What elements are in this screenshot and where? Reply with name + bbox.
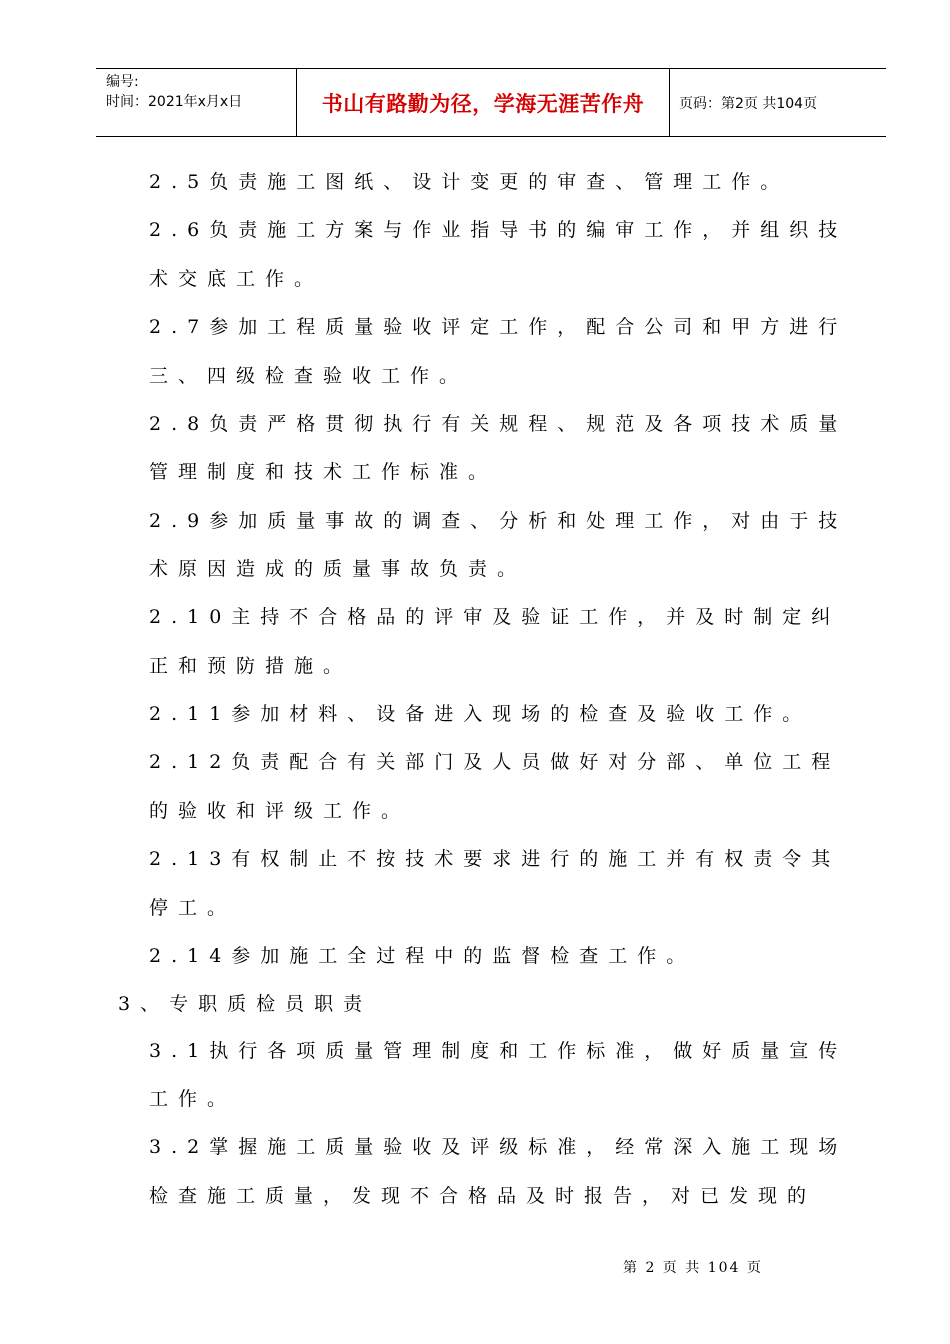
- document-code-label: 编号:: [106, 74, 139, 90]
- body-line: 2.6负责施工方案与作业指导书的编审工作，并组织技: [149, 219, 848, 241]
- body-line: 3.1执行各项质量管理制度和工作标准，做好质量宣传: [149, 1040, 848, 1062]
- body-line: 2.11参加材料、设备进入现场的检查及验收工作。: [149, 703, 812, 725]
- body-line: 2.14参加施工全过程中的监督检查工作。: [149, 945, 696, 967]
- body-line: 2.7参加工程质量验收评定工作，配合公司和甲方进行: [149, 316, 848, 338]
- header-motto: 书山有路勤为径，学海无涯苦作舟: [321, 91, 645, 116]
- body-line: 的验收和评级工作。: [149, 800, 411, 822]
- header-page-cell: [669, 69, 886, 136]
- body-line: 3.2掌握施工质量验收及评级标准，经常深入施工现场: [149, 1136, 848, 1158]
- body-line: 检查施工质量，发现不合格品及时报告，对已发现的: [149, 1185, 817, 1207]
- header-meta-cell: [96, 69, 296, 136]
- document-time-label: 时间：2021年x月x日: [106, 94, 243, 110]
- body-line: 2.9参加质量事故的调查、分析和处理工作，对由于技: [149, 510, 848, 532]
- section-heading: 3、专职质检员职责: [118, 993, 373, 1015]
- body-line: 术交底工作。: [149, 268, 324, 290]
- body-line: 2.13有权制止不按技术要求进行的施工并有权责令其: [149, 848, 841, 870]
- body-line: 三、四级检查验收工作。: [149, 365, 469, 387]
- body-line: 停工。: [149, 897, 237, 919]
- body-line: 2.10主持不合格品的评审及验证工作，并及时制定纠: [149, 606, 841, 628]
- header-page-info: 页码：第2页 共104页: [679, 95, 818, 112]
- body-line: 2.5负责施工图纸、设计变更的审查、管理工作。: [149, 171, 790, 193]
- body-line: 2.8负责严格贯彻执行有关规程、规范及各项技术质量: [149, 413, 848, 435]
- body-line: 正和预防措施。: [149, 655, 353, 677]
- page-header: [96, 68, 886, 137]
- header-motto-cell: [296, 69, 670, 136]
- page-footer: 第 2 页 共 104 页: [623, 1260, 763, 1276]
- body-line: 工作。: [149, 1088, 237, 1110]
- body-line: 术原因造成的质量事故负责。: [149, 558, 527, 580]
- body-line: 2.12负责配合有关部门及人员做好对分部、单位工程: [149, 751, 841, 773]
- body-line: 管理制度和技术工作标准。: [149, 461, 498, 483]
